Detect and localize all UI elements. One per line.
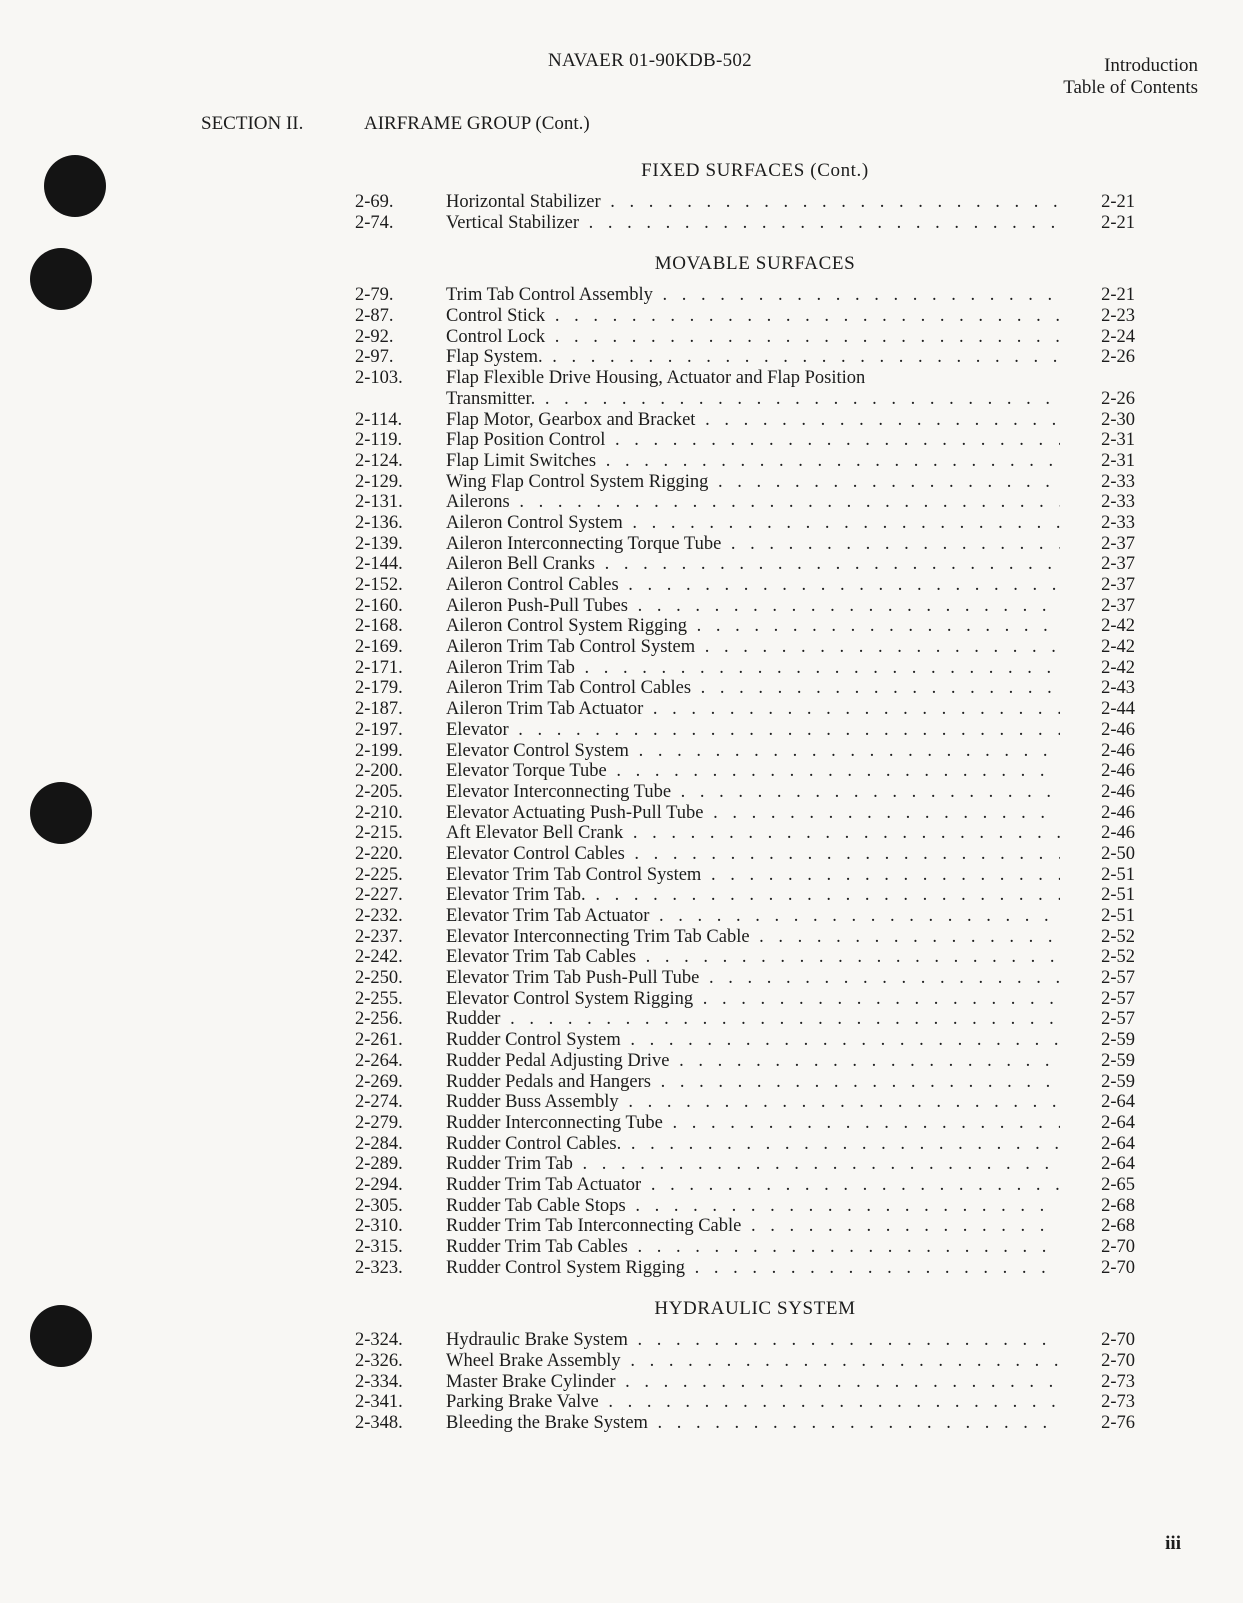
toc-entry-page: 2-52 bbox=[1101, 947, 1135, 968]
toc-entry-page: 2-70 bbox=[1101, 1330, 1135, 1351]
toc-entry-number: 2-200. bbox=[355, 761, 403, 782]
toc-entry bbox=[355, 989, 1135, 1010]
toc-entry bbox=[355, 885, 1135, 906]
toc-entry-page: 2-68 bbox=[1101, 1195, 1135, 1216]
toc-entry-page: 2-43 bbox=[1101, 678, 1135, 699]
toc-entry-page: 2-73 bbox=[1101, 1371, 1135, 1392]
toc-entry-number: 2-341. bbox=[355, 1392, 403, 1413]
toc-entry bbox=[355, 1196, 1135, 1217]
toc-entry-page: 2-37 bbox=[1101, 554, 1135, 575]
toc-entry-title: Trim Tab Control Assembly . . . bbox=[446, 285, 1060, 306]
toc-entry-number: 2-261. bbox=[355, 1030, 403, 1051]
toc-entry-page: 2-59 bbox=[1101, 1030, 1135, 1051]
section-label: SECTION II. bbox=[201, 113, 304, 134]
toc-entry-number: 2-136. bbox=[355, 512, 403, 533]
toc-entry-page: 2-76 bbox=[1101, 1413, 1135, 1434]
toc-entry bbox=[355, 492, 1135, 513]
toc-entry-page: 2-70 bbox=[1101, 1351, 1135, 1372]
toc-entry-number: 2-326. bbox=[355, 1351, 403, 1372]
toc-entry-page: 2-42 bbox=[1101, 637, 1135, 658]
toc-entry-title: Elevator Trim Tab. . . . bbox=[446, 885, 1060, 906]
toc-entry bbox=[355, 1175, 1135, 1196]
toc-entry bbox=[355, 1072, 1135, 1093]
toc-entry-title: Elevator Actuating Push-Pull Tube . . . bbox=[446, 803, 1060, 824]
toc-entry bbox=[355, 968, 1135, 989]
toc-entry-number: 2-87. bbox=[355, 306, 394, 327]
toc-entry-title: Rudder Pedals and Hangers . . . bbox=[446, 1072, 1060, 1093]
toc-entry bbox=[355, 389, 1135, 410]
toc-entry-page: 2-52 bbox=[1101, 926, 1135, 947]
toc-entry-number: 2-168. bbox=[355, 616, 403, 637]
toc-entry-title: Rudder Interconnecting Tube . . . bbox=[446, 1113, 1060, 1134]
toc-entry-number: 2-160. bbox=[355, 595, 403, 616]
toc-entry-page: 2-21 bbox=[1101, 192, 1135, 212]
toc-entry-title: Master Brake Cylinder . . . bbox=[446, 1372, 1060, 1393]
toc-entry-page: 2-46 bbox=[1101, 823, 1135, 844]
toc-entry-page: 2-42 bbox=[1101, 657, 1135, 678]
toc-entry-page: 2-46 bbox=[1101, 781, 1135, 802]
toc-entry bbox=[355, 865, 1135, 886]
toc-entry bbox=[355, 410, 1135, 431]
toc-entry-number: 2-179. bbox=[355, 678, 403, 699]
toc-entry-number: 2-97. bbox=[355, 347, 394, 368]
toc-entry bbox=[355, 658, 1135, 679]
toc-entry-page: 2-51 bbox=[1101, 906, 1135, 926]
toc-entry-number: 2-69. bbox=[355, 192, 394, 212]
toc-entry-page: 2-26 bbox=[1101, 347, 1135, 368]
toc-entry-title: Rudder Pedal Adjusting Drive . . . bbox=[446, 1051, 1060, 1072]
toc-entry-title: Aileron Control System . . . bbox=[446, 513, 1060, 534]
toc-entry bbox=[355, 1134, 1135, 1155]
toc-entry-title: Rudder Trim Tab Actuator . . . bbox=[446, 1175, 1060, 1196]
toc-entry bbox=[355, 430, 1135, 451]
toc-entry-page: 2-31 bbox=[1101, 450, 1135, 471]
toc-entry-title: Aileron Trim Tab Control Cables . . . bbox=[446, 678, 1060, 699]
toc-entry-page: 2-33 bbox=[1101, 471, 1135, 492]
toc-entry-page: 2-21 bbox=[1101, 285, 1135, 306]
toc-entry bbox=[355, 741, 1135, 762]
toc-entry-number: 2-227. bbox=[355, 885, 403, 906]
toc-entry-number: 2-232. bbox=[355, 906, 403, 926]
toc-entry bbox=[355, 616, 1135, 637]
toc-entry-number: 2-124. bbox=[355, 450, 403, 471]
toc-entry-page: 2-57 bbox=[1101, 968, 1135, 989]
toc-entry bbox=[355, 327, 1135, 348]
toc-entry-title: Aileron Push-Pull Tubes . . . bbox=[446, 596, 1060, 617]
toc-entry-title: Flap System. . . . bbox=[446, 347, 1060, 368]
toc-entry-page: 2-65 bbox=[1101, 1174, 1135, 1195]
toc-entry-number: 2-144. bbox=[355, 554, 403, 575]
toc-entry-title: Elevator Control Cables . . . bbox=[446, 844, 1060, 865]
toc-group-title: HYDRAULIC SYSTEM bbox=[654, 1298, 856, 1320]
toc-entry bbox=[355, 1372, 1135, 1393]
toc-entry-number: 2-210. bbox=[355, 802, 403, 823]
toc-entry-page: 2-44 bbox=[1101, 699, 1135, 720]
toc-entry-title: Elevator Interconnecting Trim Tab Cable . . . bbox=[446, 927, 1060, 948]
toc-entry-number: 2-74. bbox=[355, 212, 394, 233]
toc-entry bbox=[355, 1351, 1135, 1372]
toc-entry-page: 2-33 bbox=[1101, 512, 1135, 533]
toc-entry bbox=[355, 637, 1135, 658]
toc-entry-title: Elevator Trim Tab Cables . . . bbox=[446, 947, 1060, 968]
toc-entry-number: 2-225. bbox=[355, 864, 403, 885]
page-number: iii bbox=[1165, 1533, 1181, 1554]
toc-entry-number: 2-187. bbox=[355, 699, 403, 720]
toc-entry-page: 2-51 bbox=[1101, 885, 1135, 906]
toc-entry-title: Ailerons . . . bbox=[446, 492, 1060, 513]
toc-entry-page: 2-64 bbox=[1101, 1133, 1135, 1154]
toc-entry-title: Aileron Trim Tab Control System . . . bbox=[446, 637, 1060, 658]
toc-entry-page: 2-37 bbox=[1101, 533, 1135, 554]
toc-entry-title: Elevator Control System . . . bbox=[446, 741, 1060, 762]
toc-entry-number: 2-205. bbox=[355, 781, 403, 802]
toc-entry-number: 2-79. bbox=[355, 285, 394, 306]
toc-entry-title: Aileron Control Cables . . . bbox=[446, 575, 1060, 596]
toc-entry-title: Vertical Stabilizer . . . bbox=[446, 213, 1060, 234]
toc-entry-title: Rudder Control Cables. . . . bbox=[446, 1134, 1060, 1155]
toc-entry bbox=[355, 1392, 1135, 1413]
toc-entry-title: Wing Flap Control System Rigging . . . bbox=[446, 472, 1060, 493]
toc-entry-page: 2-64 bbox=[1101, 1154, 1135, 1175]
table-of-contents bbox=[355, 150, 1135, 1444]
toc-entry-page: 2-70 bbox=[1101, 1257, 1135, 1278]
toc-entry-title: Elevator Control System Rigging . . . bbox=[446, 989, 1060, 1010]
toc-entry-title: Rudder Trim Tab . . . bbox=[446, 1154, 1060, 1175]
toc-entry bbox=[355, 213, 1135, 234]
toc-entry-title: Elevator . . . bbox=[446, 720, 1060, 741]
toc-entry-title: Horizontal Stabilizer . . . bbox=[446, 192, 1060, 213]
toc-entry-title: Aileron Trim Tab Actuator . . . bbox=[446, 699, 1060, 720]
toc-entry-number: 2-279. bbox=[355, 1112, 403, 1133]
toc-entry-title: Flap Motor, Gearbox and Bracket . . . bbox=[446, 410, 1060, 431]
toc-entry bbox=[355, 1113, 1135, 1134]
toc-entry bbox=[355, 1009, 1135, 1030]
page-header-right bbox=[1063, 55, 1198, 99]
toc-entry bbox=[355, 1216, 1135, 1237]
toc-entry bbox=[355, 1051, 1135, 1072]
toc-entry bbox=[355, 472, 1135, 493]
toc-entry-title: Control Stick . . . bbox=[446, 306, 1060, 327]
toc-entry bbox=[355, 761, 1135, 782]
toc-entry-page: 2-31 bbox=[1101, 430, 1135, 451]
toc-entry bbox=[355, 699, 1135, 720]
toc-entry-number: 2-215. bbox=[355, 823, 403, 844]
toc-entry-number: 2-315. bbox=[355, 1237, 403, 1257]
toc-entry-number: 2-103. bbox=[355, 368, 403, 389]
toc-entry bbox=[355, 368, 1135, 389]
toc-entry-title: Elevator Torque Tube . . . bbox=[446, 761, 1060, 782]
toc-entry-page: 2-37 bbox=[1101, 575, 1135, 595]
toc-entry-page: 2-59 bbox=[1101, 1050, 1135, 1071]
toc-entry-number: 2-324. bbox=[355, 1330, 403, 1351]
toc-entry-page: 2-46 bbox=[1101, 761, 1135, 782]
toc-entry-page: 2-64 bbox=[1101, 1112, 1135, 1133]
toc-entry bbox=[355, 1258, 1135, 1279]
toc-entry bbox=[355, 596, 1135, 617]
toc-entry bbox=[355, 554, 1135, 575]
toc-entry-number: 2-197. bbox=[355, 719, 403, 740]
toc-entry-number: 2-305. bbox=[355, 1195, 403, 1216]
toc-entry-number: 2-114. bbox=[355, 409, 403, 430]
toc-entry-page: 2-57 bbox=[1101, 988, 1135, 1009]
toc-entry-page: 2-37 bbox=[1101, 595, 1135, 616]
toc-entry-number: 2-129. bbox=[355, 471, 403, 492]
toc-entry-page: 2-24 bbox=[1101, 326, 1135, 347]
toc-entry-page: 2-23 bbox=[1101, 306, 1135, 327]
binder-hole bbox=[44, 155, 106, 217]
toc-entry-number: 2-255. bbox=[355, 988, 403, 1009]
toc-entry-number: 2-152. bbox=[355, 575, 403, 595]
toc-entry-title: Rudder Tab Cable Stops . . . bbox=[446, 1196, 1060, 1217]
toc-entry bbox=[355, 906, 1135, 927]
toc-entry-page: 2-46 bbox=[1101, 740, 1135, 761]
toc-entry bbox=[355, 782, 1135, 803]
toc-entry-number: 2-242. bbox=[355, 947, 403, 968]
toc-entry-number: 2-92. bbox=[355, 326, 394, 347]
toc-entry-title: Rudder Buss Assembly . . . bbox=[446, 1092, 1060, 1113]
toc-entry-title: Rudder . . . bbox=[446, 1009, 1060, 1030]
toc-entry bbox=[355, 192, 1135, 213]
toc-entry-title: Hydraulic Brake System . . . bbox=[446, 1330, 1060, 1351]
toc-entry-page: 2-21 bbox=[1101, 212, 1135, 233]
document-number: NAVAER 01-90KDB-502 bbox=[548, 50, 752, 71]
toc-entry bbox=[355, 347, 1135, 368]
toc-entry bbox=[355, 720, 1135, 741]
toc-entry-title: Flap Limit Switches . . . bbox=[446, 451, 1060, 472]
toc-entry-title: Aileron Bell Cranks . . . bbox=[446, 554, 1060, 575]
toc-group-title: FIXED SURFACES (Cont.) bbox=[641, 160, 869, 181]
toc-entry bbox=[355, 1330, 1135, 1351]
toc-entry-number: 2-284. bbox=[355, 1133, 403, 1154]
binder-hole bbox=[30, 1305, 92, 1367]
toc-entry bbox=[355, 513, 1135, 534]
toc-entry-number: 2-256. bbox=[355, 1009, 403, 1030]
toc-entry-title: Flap Flexible Drive Housing, Actuator and Flap Position bbox=[446, 368, 866, 389]
toc-entry-page: 2-51 bbox=[1101, 864, 1135, 885]
toc-entry-title: Aileron Control System Rigging . . . bbox=[446, 616, 1060, 637]
toc-entry-number: 2-289. bbox=[355, 1154, 403, 1175]
toc-entry-title: Rudder Control System . . . bbox=[446, 1030, 1060, 1051]
toc-entry-page: 2-50 bbox=[1101, 843, 1135, 864]
toc-entry-title: Aileron Interconnecting Torque Tube . . . bbox=[446, 534, 1060, 555]
toc-entry bbox=[355, 285, 1135, 306]
toc-entry-page: 2-70 bbox=[1101, 1237, 1135, 1257]
toc-entry-page: 2-57 bbox=[1101, 1009, 1135, 1030]
toc-entry-page: 2-46 bbox=[1101, 802, 1135, 823]
toc-entry-title: Transmitter. . . . bbox=[446, 389, 1060, 410]
toc-entry-number: 2-310. bbox=[355, 1216, 403, 1237]
toc-entry-title: Control Lock . . . bbox=[446, 327, 1060, 348]
toc-group-title: MOVABLE SURFACES bbox=[654, 253, 856, 275]
toc-entry-title: Flap Position Control . . . bbox=[446, 430, 1060, 451]
section-title: AIRFRAME GROUP (Cont.) bbox=[364, 113, 590, 134]
toc-entry-page: 2-73 bbox=[1101, 1392, 1135, 1413]
toc-entry bbox=[355, 1413, 1135, 1434]
header-subject: Table of Contents bbox=[1063, 77, 1198, 98]
toc-entry-number: 2-334. bbox=[355, 1371, 403, 1392]
toc-entry-page: 2-30 bbox=[1101, 409, 1135, 430]
toc-entry-title: Rudder Control System Rigging . . . bbox=[446, 1258, 1060, 1279]
toc-entry bbox=[355, 1030, 1135, 1051]
toc-entry-title: Rudder Trim Tab Interconnecting Cable . . . bbox=[446, 1216, 1060, 1237]
toc-entry-title: Aileron Trim Tab . . . bbox=[446, 658, 1060, 679]
header-chapter: Introduction bbox=[1104, 55, 1198, 76]
toc-entry-page: 2-33 bbox=[1101, 492, 1135, 513]
toc-entry-title: Elevator Trim Tab Actuator . . . bbox=[446, 906, 1060, 927]
toc-entry bbox=[355, 575, 1135, 596]
toc-entry-number: 2-119. bbox=[355, 430, 403, 451]
toc-entry bbox=[355, 1092, 1135, 1113]
toc-entry-number: 2-274. bbox=[355, 1092, 403, 1113]
toc-entry-page: 2-64 bbox=[1101, 1092, 1135, 1113]
toc-entry bbox=[355, 844, 1135, 865]
toc-entry bbox=[355, 1154, 1135, 1175]
toc-entry-page: 2-26 bbox=[1101, 388, 1135, 409]
toc-entry-number: 2-169. bbox=[355, 637, 403, 658]
toc-entry-number: 2-294. bbox=[355, 1174, 403, 1195]
toc-entry-number: 2-139. bbox=[355, 533, 403, 554]
binder-hole bbox=[30, 782, 92, 844]
toc-entry-number: 2-264. bbox=[355, 1050, 403, 1071]
toc-entry-number: 2-269. bbox=[355, 1071, 403, 1092]
toc-entry-number: 2-348. bbox=[355, 1413, 403, 1434]
toc-entry bbox=[355, 306, 1135, 327]
toc-entry-number: 2-220. bbox=[355, 843, 403, 864]
toc-entry-number: 2-323. bbox=[355, 1257, 403, 1278]
toc-entry bbox=[355, 823, 1135, 844]
toc-entry bbox=[355, 803, 1135, 824]
toc-entry bbox=[355, 678, 1135, 699]
toc-entry-title: Wheel Brake Assembly . . . bbox=[446, 1351, 1060, 1372]
toc-entry-page: 2-68 bbox=[1101, 1216, 1135, 1237]
toc-entry-number: 2-131. bbox=[355, 492, 403, 513]
toc-entry bbox=[355, 927, 1135, 948]
toc-entry-title: Rudder Trim Tab Cables . . . bbox=[446, 1237, 1060, 1258]
section-heading bbox=[201, 113, 590, 135]
toc-entry-page: 2-59 bbox=[1101, 1071, 1135, 1092]
toc-entry-number: 2-237. bbox=[355, 926, 403, 947]
toc-entry-title: Elevator Trim Tab Control System . . . bbox=[446, 865, 1060, 886]
toc-entry-title: Aft Elevator Bell Crank . . . bbox=[446, 823, 1060, 844]
toc-entry-number: 2-171. bbox=[355, 657, 403, 678]
toc-entry-title: Bleeding the Brake System . . . bbox=[446, 1413, 1060, 1434]
toc-entry bbox=[355, 534, 1135, 555]
toc-entry bbox=[355, 947, 1135, 968]
toc-entry-number: 2-199. bbox=[355, 740, 403, 761]
toc-entry-page: 2-42 bbox=[1101, 616, 1135, 637]
toc-entry-page: 2-46 bbox=[1101, 719, 1135, 740]
toc-entry-title: Elevator Trim Tab Push-Pull Tube . . . bbox=[446, 968, 1060, 989]
toc-entry-title: Parking Brake Valve . . . bbox=[446, 1392, 1060, 1413]
binder-hole bbox=[30, 248, 92, 310]
toc-entry bbox=[355, 451, 1135, 472]
toc-entry-number: 2-250. bbox=[355, 968, 403, 989]
toc-entry-title: Elevator Interconnecting Tube . . . bbox=[446, 782, 1060, 803]
toc-entry bbox=[355, 1237, 1135, 1258]
